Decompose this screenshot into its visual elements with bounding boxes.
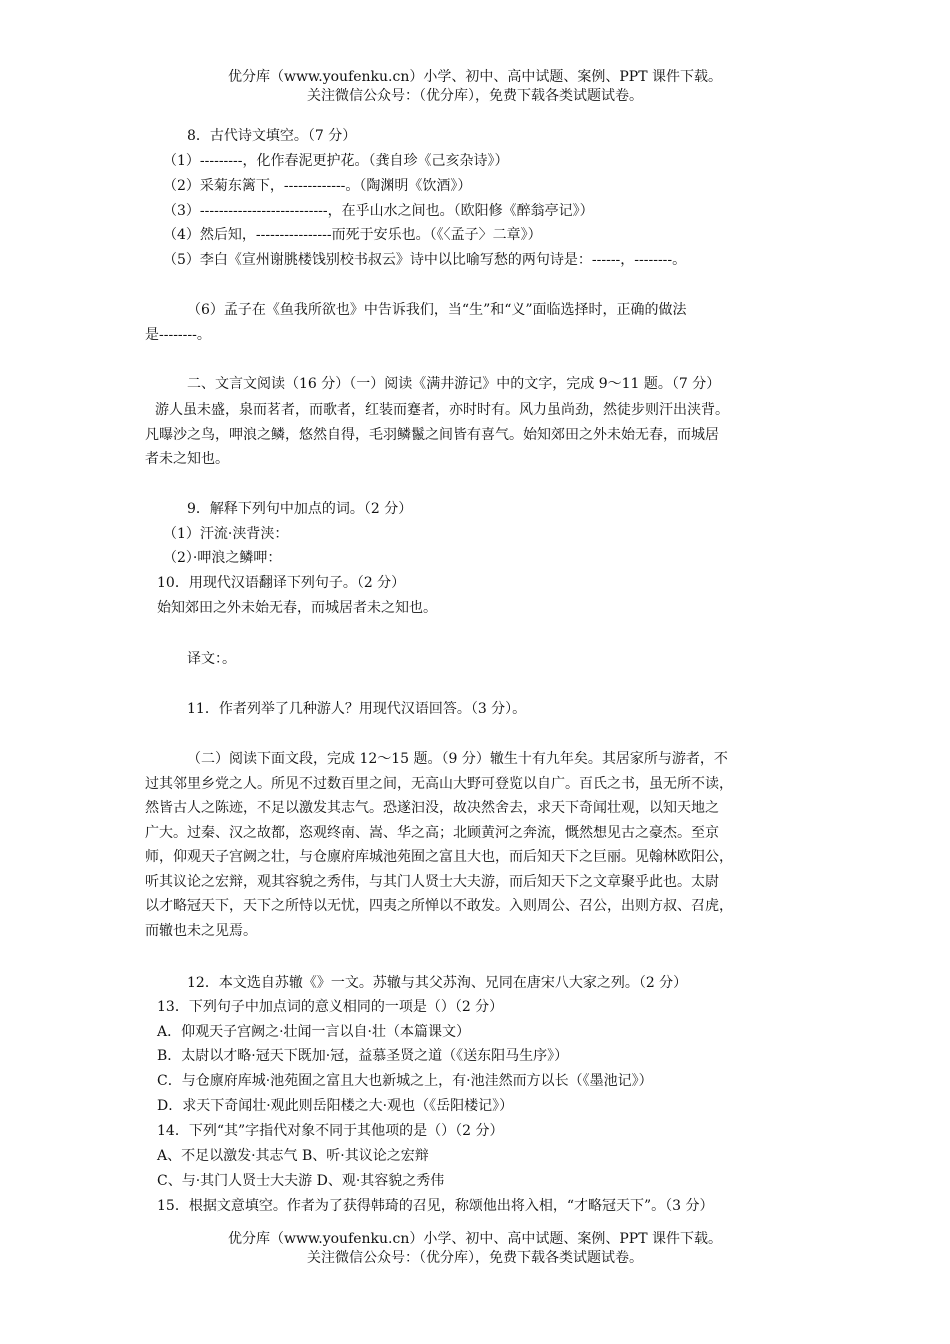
q10-answer-label: 译文：。 [187,651,236,667]
q8-item-4: （4）然后知，----------------而死于安乐也。（《〈孟子〉二章》） [163,227,542,243]
q13-option-d: D．求天下奇闻壮·观此则岳阳楼之大·观也（《岳阳楼记》） [157,1098,514,1114]
passage-line: 然皆古人之陈迹，不足以激发其志气。恐遂汩没，故决然舍去，求天下奇闻壮观，以知天地之 [145,800,719,816]
passage-line: 师，仰观天子宫阙之壮，与仓廪府库城池苑囿之富且大也，而后知天下之巨丽。见翰林欧阳公， [145,849,733,865]
q8-item-2: （2）采菊东篱下，-------------。（陶渊明《饮酒》） [163,178,472,194]
q11-title: 11．作者列举了几种游人？用现代汉语回答。（3 分）。 [187,701,527,717]
q14-title: 14．下列“其”字指代对象不同于其他项的是（）（2 分） [157,1123,504,1139]
passage-line: 而辙也未之见焉。 [145,922,257,939]
q8-title: 8．古代诗文填空。（7 分） [187,128,357,144]
q8-item-6-line-2: 是--------。 [145,327,211,343]
q9-title: 9．解释下列句中加点的词。（2 分） [187,501,413,517]
passage-line: 以才略冠天下，天下之所恃以无忧，四夷之所惮以不敢发。入则周公、召公，出则方叔、召虎， [145,898,733,914]
q8-item-3: （3）---------------------------，在乎山水之间也。（欧阳修《醉翁亭记》） [163,203,594,219]
q8-item-5: （5）李白《宣州谢朓楼饯别校书叔云》诗中以比喻写愁的两句诗是：------，--------。 [163,252,687,268]
header-line-1: 优分库（www.youfenku.cn）小学、初中、高中试题、案例、PPT 课件下载。 [227,69,722,85]
q13-option-c: C．与仓廪府库城·池苑囿之富且大也新城之上，有·池洼然而方以长（《墨池记》） [157,1073,653,1089]
q13-title: 13．下列句子中加点词的意义相同的一项是（）（2 分） [157,999,504,1015]
q10-title: 10．用现代汉语翻译下列句子。（2 分） [157,575,406,591]
q15-title: 15．根据文意填空。作者为了获得韩琦的召见，称颂他出将入相，“才略冠天下”。（3 分） [157,1198,714,1214]
passage-line: （二）阅读下面文段，完成 12～15 题。（9 分）辙生十有九年矣。其居家所与游者，不 [187,751,728,767]
footer-line-2: 关注微信公众号：（优分库），免费下载各类试题试卷。 [307,1250,643,1266]
q8-item-1: （1）---------，化作春泥更护花。（龚自珍《己亥杂诗》） [163,153,509,169]
q9-item-1: （1）汗流·浃背浃： [163,526,289,542]
passage-line: 听其议论之宏辩，观其容貌之秀伟，与其门人贤士大夫游，而后知天下之文章聚乎此也。太尉 [145,873,719,890]
q10-sentence: 始知郊田之外未始无春，而城居者未之知也。 [157,600,437,616]
passage-line: 者未之知也。 [145,451,229,467]
passage-line: 凡曝沙之鸟，呷浪之鳞，悠然自得，毛羽鳞鬣之间皆有喜气。始知郊田之外未始无春，而城居 [145,426,719,443]
q12-title: 12．本文选自苏辙《》一文。苏辙与其父苏洵、兄同在唐宋八大家之列。（2 分） [187,975,688,991]
header-line-2: 关注微信公众号：（优分库），免费下载各类试题试卷。 [307,88,643,104]
page-header [0,68,950,106]
section2-passage [145,398,729,472]
passage-line: 过其邻里乡党之人。所见不过数百里之间，无高山大野可登览以自广。百氏之书，虽无所不读， [145,775,733,792]
q13-option-b: B．太尉以才略·冠天下既加·冠，益慕圣贤之道（《送东阳马生序》） [157,1048,569,1064]
q13-option-a: A．仰观天子宫阙之·壮闻一言以自·壮（本篇课文） [157,1024,471,1040]
section2-title: 二、文言文阅读（16 分）（一）阅读《满井游记》中的文字，完成 9～11 题。（7 分） [187,376,721,392]
page-footer [0,1230,950,1268]
q14-options-cd: C、与·其门人贤士大夫游 D、观·其容貌之秀伟 [157,1173,445,1189]
footer-line-1: 优分库（www.youfenku.cn）小学、初中、高中试题、案例、PPT 课件下载。 [227,1231,722,1247]
q14-options-ab: A、不足以激发·其志气 B、听·其议论之宏辩 [157,1148,429,1164]
passage-line: 广大。过秦、汉之故都，恣观终南、嵩、华之高；北顾黄河之奔流，慨然想见古之豪杰。至京 [145,824,719,841]
q9-item-2: （2）·呷浪之鳞呷： [163,550,282,566]
q8-item-6-line-1: （6）孟子在《鱼我所欲也》中告诉我们，当“生”和“义”面临选择时，正确的做法 [187,302,687,318]
passage-line: 游人虽未盛，泉而茗者，而歌者，红装而蹇者，亦时时有。风力虽尚劲，然徒步则汗出浃背。 [155,402,729,418]
part2-passage [145,747,733,943]
